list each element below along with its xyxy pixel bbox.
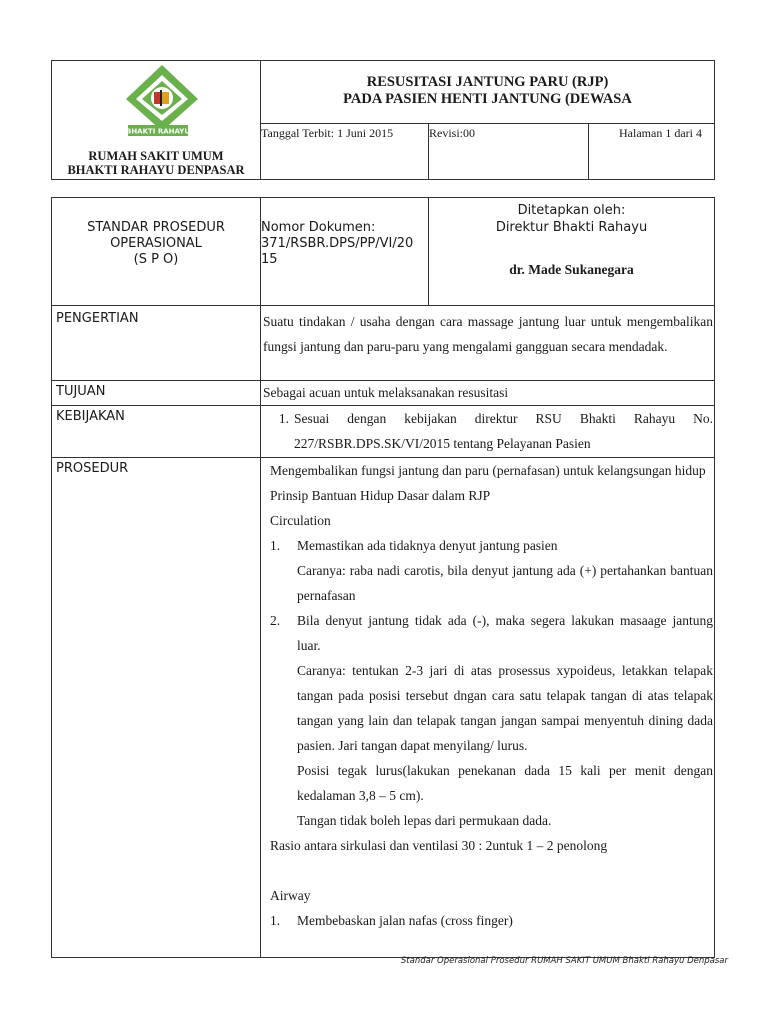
prosedur-airway: Airway (270, 888, 311, 903)
step-number: 2. (270, 613, 281, 628)
prosedur-intro: Mengembalikan fungsi jantung dan paru (pernafasan) untuk kelangsungan hidup (270, 463, 706, 478)
step-number: 1. (270, 913, 281, 928)
logo-text: BHAKTI RAHAYU (125, 127, 191, 136)
step2-posisi: Posisi tegak lurus(lakukan penekanan dada 15 kali per menit dengan kedalaman 3,8 – 5 cm). (297, 763, 713, 803)
doc-number-value-1: 371/RSBR.DPS/PP/VI/20 (261, 236, 414, 251)
pengertian-label: PENGERTIAN (52, 306, 261, 381)
doc-type-line3: (S P O) (133, 252, 179, 267)
title-cell (261, 61, 715, 124)
page-footer: Standar Operasional Prosedur RUMAH SAKIT UMUM Bhakti Rahayu Denpasar (400, 956, 728, 966)
kebijakan-cell (261, 406, 715, 458)
doc-title-line2: PADA PASIEN HENTI JANTUNG (DEWASA (343, 91, 632, 107)
approval-cell (429, 198, 715, 306)
hospital-name-line2: BHAKTI RAHAYU DENPASAR (67, 163, 245, 177)
hospital-logo (120, 63, 210, 143)
director-label: Direktur Bhakti Rahayu (495, 220, 648, 235)
step-text: Memastikan ada tidaknya denyut jantung pasien (297, 538, 558, 553)
circulation-step-1 (270, 533, 713, 558)
step1-caranya: Caranya: raba nadi carotis, bila denyut jantung ada (+) pertahankan bantuan pernafasan (297, 563, 713, 603)
doc-type-line2: OPERASIONAL (110, 236, 202, 251)
pengertian-text: Suatu tindakan / usaha dengan cara massage jantung luar untuk mengembalikan fungsi jantung dan paru-paru yang mengalami gangguan secara mendadak. (261, 306, 715, 381)
kebijakan-text: Sesuai dengan kebijakan direktur RSU Bhakti Rahayu No. 227/RSBR.DPS.SK/VI/2015 tentang Pelayanan Pasien (294, 411, 713, 451)
tujuan-label: TUJUAN (52, 381, 261, 406)
step-number: 1. (270, 538, 281, 553)
set-by-label: Ditetapkan oleh: (517, 203, 626, 218)
doc-type-cell (52, 198, 261, 306)
spo-table (51, 197, 715, 958)
doc-title-line1: RESUSITASI JANTUNG PARU (RJP) (366, 74, 609, 90)
doc-number-value-2: 15 (261, 252, 278, 267)
circulation-step-2 (270, 608, 713, 658)
doc-number-label: Nomor Dokumen: (261, 220, 376, 235)
hospital-cell (52, 61, 261, 180)
prosedur-circulation: Circulation (270, 513, 331, 528)
kebijakan-label: KEBIJAKAN (52, 406, 261, 458)
step2-tangan: Tangan tidak boleh lepas dari permukaan dada. (297, 813, 552, 828)
prosedur-label: PROSEDUR (52, 458, 261, 958)
signatory-name: dr. Made Sukanegara (509, 262, 634, 277)
step2-caranya: Caranya: tentukan 2-3 jari di atas prosessus xypoideus, letakkan telapak tangan pada posisi tersebut dngan cara satu telapak tangan di atas telapak tangan yang lain dan telapak tangan jangan sampai menyentuh dining dada pasien. Jari tangan dapat menyilang/ lurus. (297, 663, 713, 753)
airway-step-1 (270, 908, 713, 933)
doc-number-cell (261, 198, 429, 306)
header-table (51, 60, 715, 180)
step-text: Bila denyut jantung tidak ada (-), maka segera lakukan masaage jantung luar. (297, 613, 713, 653)
page-number: Halaman 1 dari 4 (589, 124, 715, 180)
prosedur-prinsip: Prinsip Bantuan Hidup Dasar dalam RJP (270, 488, 491, 503)
hospital-name-line1: RUMAH SAKIT UMUM (88, 149, 224, 163)
doc-type-line1: STANDAR PROSEDUR (87, 220, 225, 235)
step-text: Membebaskan jalan nafas (cross finger) (297, 913, 513, 928)
tujuan-text: Sebagai acuan untuk melaksanakan resusitasi (261, 381, 715, 406)
publish-date: Tanggal Terbit: 1 Juni 2015 (261, 124, 429, 180)
kebijakan-number: 1. (278, 411, 289, 426)
prosedur-rasio: Rasio antara sirkulasi dan ventilasi 30 : 2untuk 1 – 2 penolong (270, 838, 608, 853)
revision: Revisi:00 (429, 124, 589, 180)
prosedur-cell (261, 458, 715, 958)
